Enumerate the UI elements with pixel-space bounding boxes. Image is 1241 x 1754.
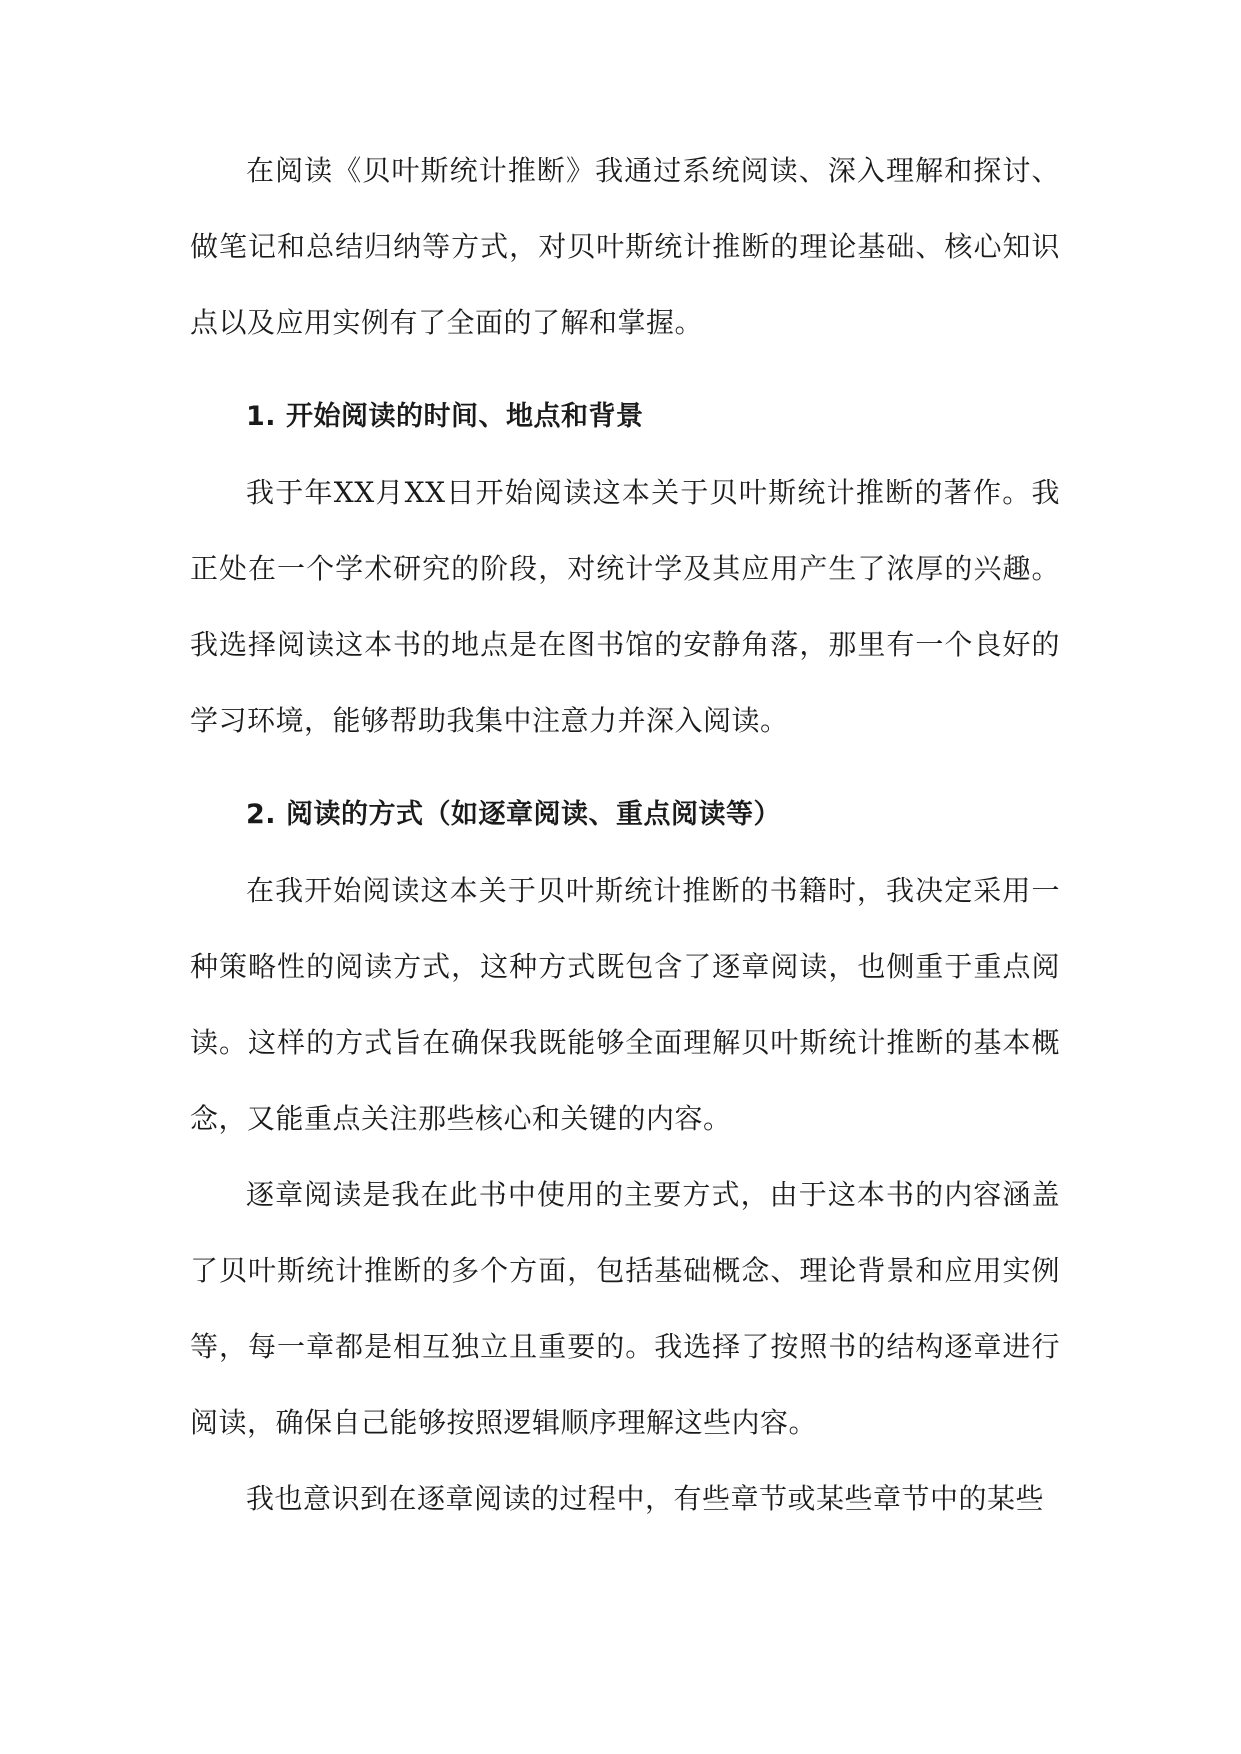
section-2-paragraph: 我也意识到在逐章阅读的过程中，有些章节或某些章节中的某些: [246, 1482, 1045, 1515]
section-2-heading: 2. 阅读的方式（如逐章阅读、重点阅读等）: [246, 799, 781, 830]
section-2-paragraph: 逐章阅读是我在此书中使用的主要方式，由于这本书的内容涵盖了贝叶斯统计推断的多个方面，包括基础概念、理论背景和应用实例等，每一章都是相互独立且重要的。我选择了按照书的结构逐章进行阅读，确保自己能够按照逻辑顺序理解这些内容。: [190, 1178, 1060, 1439]
section-1-paragraph: 我于年XX月XX日开始阅读这本关于贝叶斯统计推断的著作。我正处在一个学术研究的阶段，对统计学及其应用产生了浓厚的兴趣。我选择阅读这本书的地点是在图书馆的安静角落，那里有一个良好的学习环境，能够帮助我集中注意力并深入阅读。: [190, 476, 1060, 737]
section-gap: [190, 361, 1060, 379]
section-1-heading: 1. 开始阅读的时间、地点和背景: [246, 401, 644, 432]
intro-paragraph: 在阅读《贝叶斯统计推断》我通过系统阅读、深入理解和探讨、做笔记和总结归纳等方式，对贝叶斯统计推断的理论基础、核心知识点以及应用实例有了全面的了解和掌握。: [190, 154, 1060, 339]
section-gap: [190, 759, 1060, 777]
section-2-paragraph: 在我开始阅读这本关于贝叶斯统计推断的书籍时，我决定采用一种策略性的阅读方式，这种方式既包含了逐章阅读，也侧重于重点阅读。这样的方式旨在确保我既能够全面理解贝叶斯统计推断的基本概念，又能重点关注那些核心和关键的内容。: [190, 874, 1060, 1135]
document-page: [190, 133, 1060, 1537]
